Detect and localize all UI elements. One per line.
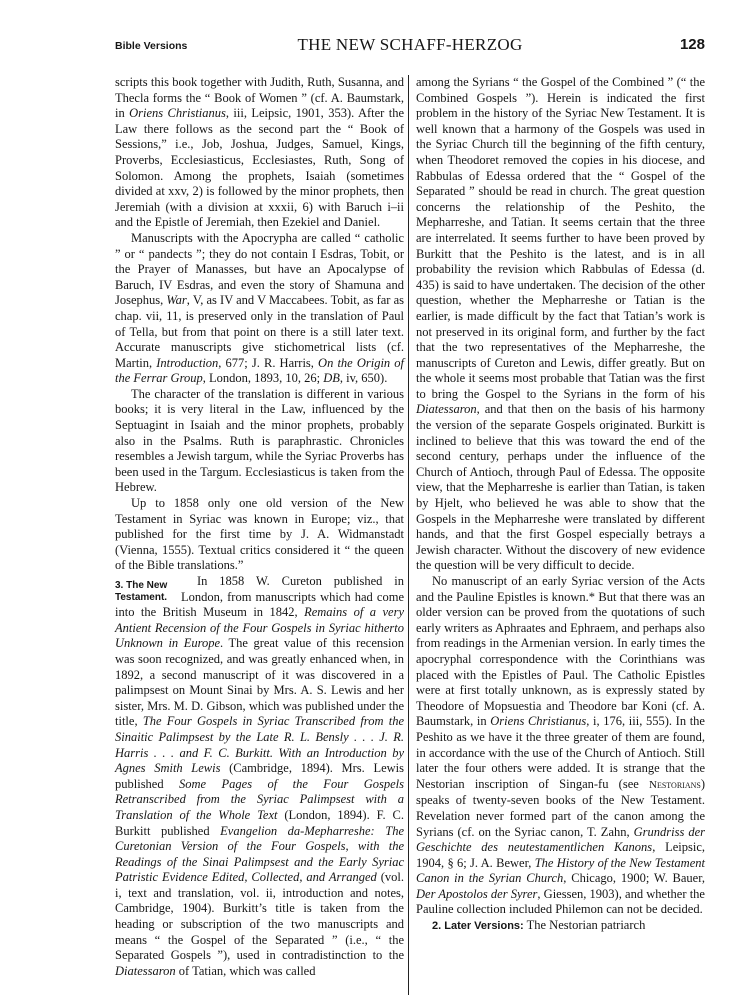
paragraph: among the Syrians “ the Gospel of the Combined ” (“ the Combined Gospels ”). Herein is indicated the first problem in the history of the Syriac New Testament. It is well known that a harmony of the Gospels was used in the Syriac Church till the beginning of the fifth century, when Theodoret removed the copies in his diocese, and Rabbulas of Edessa ordered that the “ Gospel of the Separated ” should be read in church. The great question concerns the relationship of the Peshito, the Mepharreshe, and Tatian. It seems certain that the three are interrelated. It seems further to have been proved by Burkitt that the Peshito is the latest, and is in all probability the revision which Rabbulas of Edessa (d. 435) is said to have undertaken. The decision of the other question, whether the Mepharreshe or Tatian is the earlier, is made difficult by the fact that Tatian’s work is not preserved in its original form, and further by the fact that the two representatives of the Mepharreshe, the manuscripts of Cureton and Lewis, differ greatly. But on the whole it seems most probable that Tatian was the first to bring the Gospel to the Syrians in the form of his Diatessaron, and that then on the basis of his harmony the version of the separate Gospels originated. Burkitt is inclined to believe that this was toward the end of the second century, perhaps under the influence of the Church of Antioch, through Paul of Edessa. The opposite view, that the Mepharreshe is earlier than Tatian, is taken by Hjelt, who believed he was able to show that the Gospels in the Mepharreshe were translated by different hands, and that the first Gospel especially betrays a Jewish character. Without the discovery of new evidence the question will be very difficult to decide. [416, 75, 705, 573]
journal-title: THE NEW SCHAFF-HERZOG [297, 35, 523, 54]
running-header [115, 35, 705, 55]
paragraph: The character of the translation is different in various books; it is very literal in the Law, influenced by the Septuagint in Isaiah and the minor prophets, probably also in the Psalms. Ruth is paraphrastic. Chronicles resembles a Jewish targum, while the Syriac Proverbs has been used in the Targum. Ecclesiasticus is taken from the Hebrew. [115, 386, 404, 495]
column-rule [408, 75, 409, 995]
paragraph: Manuscripts with the Apocrypha are called “ catholic ” or “ pandects ”; they do not contain I Esdras, Tobit, or the Prayer of Manasses, but have an Apocalypse of Baruch, IV Esdras, and even the story of Shamuna and Josephus, War, V, as IV and V Maccabees. Tobit, as far as chap. vii, 11, is preserved only in the translation of Paul of Tella, but from that point on there is a still later text. Accurate manuscripts give stichometrical lists (cf. Martin, Introduction, 677; J. R. Harris, On the Origin of the Ferrar Group, London, 1893, 10, 26; DB, iv, 650). [115, 230, 404, 386]
section-title: Bible Versions [115, 40, 188, 52]
page-number: 128 [679, 36, 705, 53]
paragraph: In 1858 W. Cureton published in London, from manuscripts which had come into the British Museum in 1842, Remains of a very Antient Recension of the Four Gospels in Syriac hitherto Unknown in Europe. The great value of this recension was soon recognized, and was greatly enhanced when, in 1892, a second manuscript of it was discovered in a palimpsest on Mount Sinai by Mrs. A. S. Lewis and her sister, Mrs. M. D. Gibson, which was published under the title, The Four Gospels in Syriac Transcribed from the Sinaitic Palimpsest by the Late R. L. Bensly . . . J. R. Harris . . . and F. C. Burkitt. With an Introduction by Agnes Smith Lewis (Cambridge, 1894). Mrs. Lewis published Some Pages of the Four Gospels Retranscribed from the Syriac Palimpsest with a Translation of the Whole Text (London, 1894). F. C. Burkitt published Evangelion da-Mepharreshe: The Curetonian Version of the Four Gospels, with the Readings of the Sinai Palimpsest and the Early Syriac Patristic Evidence Edited, Collected, and Arranged (vol. i, text and translation, vol. ii, introduction and notes, Cambridge, 1904). Burkitt’s title is taken from the heading or subscription of the two manuscripts and means “ the Gospel of the Separated ” (i.e., “ the Separated Gospels ”), used in contradistinction to the Diatessaron of Tatian, which was called [115, 574, 405, 978]
subsection-heading: 2. Later Versions: [432, 920, 524, 933]
left-column [115, 75, 404, 979]
right-column [416, 75, 705, 935]
paragraph: 2. Later Versions: The Nestorian patriarch [432, 918, 646, 933]
paragraph: No manuscript of an early Syriac version of the Acts and the Pauline Epistles is known.* But that there was an older version can be proved from the quotations of such early writers as Aphraates and Ephraem, and perhaps also from readings in the Armenian version. In early times the apocryphal correspondence with the Corinthians was placed with the Epistles of Paul. The Catholic Epistles were at first totally unknown, as is expressly stated by Theodore of Mopsuestia and Theodore bar Koni (cf. A. Baumstark, in Oriens Christianus, i, 176, iii, 555). In the Peshito as we have it the three greater of them are found, in accordance with the use of the Church of Antioch. Still later the four others were added. It is strange that the Nestorian inscription of Singan-fu (see Nestorians) speaks of twenty-seven books of the New Testament. Revelation never formed part of the canon among the Syrians (cf. on the Syriac canon, T. Zahn, Grundriss der Geschichte des neutestamentlichen Kanons, Leipsic, 1904, § 6; J. A. Bewer, The History of the New Testament Canon in the Syrian Church, Chicago, 1900; W. Bauer, Der Apostolos der Syrer, Giessen, 1903), and whether the Pauline collection included Philemon can not be decided. [416, 574, 705, 917]
paragraph: scripts this book together with Judith, Ruth, Susanna, and Thecla forms the “ Book of Women ” (cf. A. Baumstark, in Oriens Christianus, iii, Leipsic, 1901, 353). After the Law there follows as the second part the “ Book of Sessions,” i.e., Job, Joshua, Judges, Samuel, Kings, Proverbs, Ecclesiasticus, Ecclesiastes, Ruth, Song of Solomon. Among the prophets, Isaiah (sometimes divided at xxv, 2) is followed by the minor prophets, then Jeremiah (with a division at xxxii, 6) with Baruch i–ii and the Epistle of Jeremiah, then Ezekiel and Daniel. [115, 75, 404, 230]
paragraph: Up to 1858 only one old version of the New Testament in Syriac was known in Europe; viz., that published for the first time by J. A. Widmanstadt (Vienna, 1555). Textual critics considered it “ the queen of the Bible translations.” [115, 496, 404, 573]
margin-heading: 3. The New Testament. [115, 580, 168, 603]
